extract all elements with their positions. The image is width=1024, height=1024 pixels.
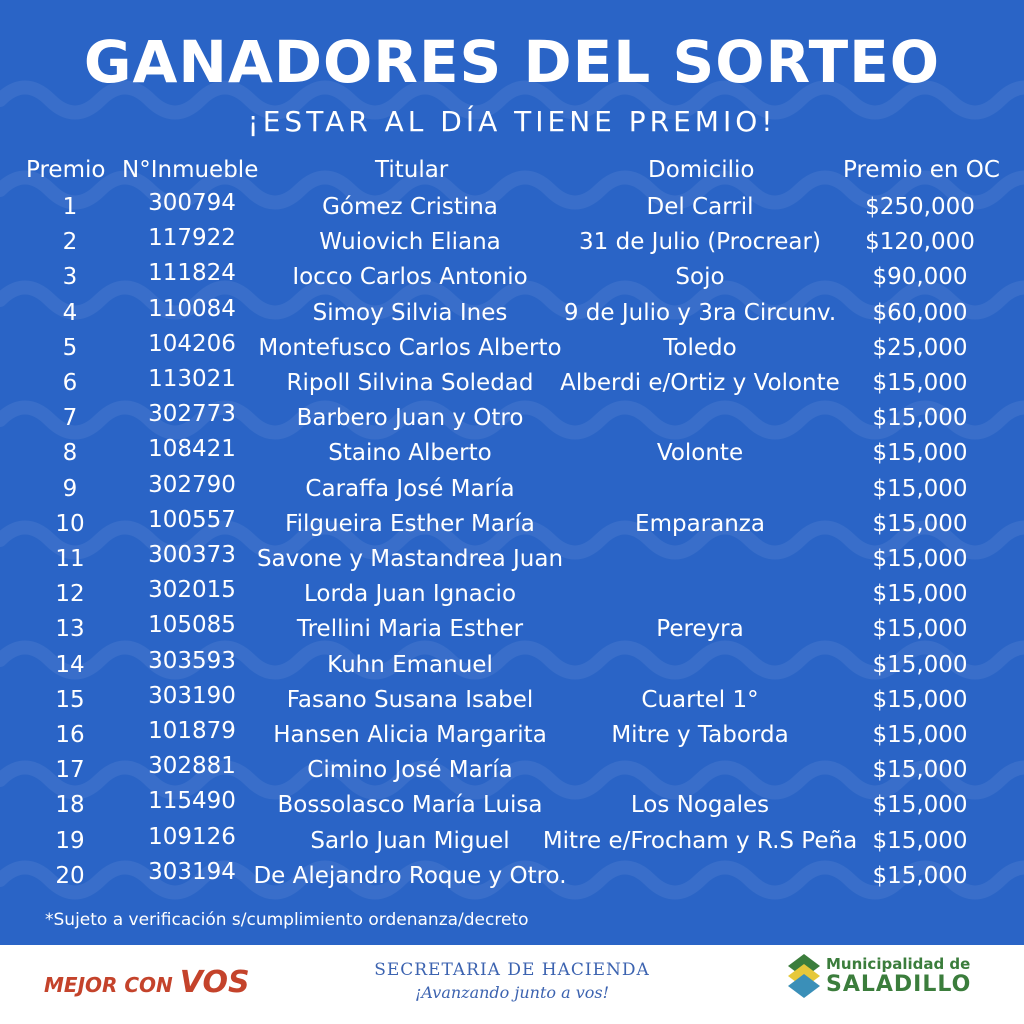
- cell-titular: Gómez Cristina: [322, 194, 498, 220]
- footer: [0, 945, 1024, 1024]
- cell-domicilio: Los Nogales: [630, 792, 770, 819]
- table-row: [0, 471, 1024, 509]
- cell-titular: Kuhn Emanuel: [327, 651, 493, 678]
- cell-titular: Lorda Juan Ignacio: [303, 581, 517, 608]
- table-row: [0, 755, 1024, 790]
- cell-titular: Savone y Mastandrea Juan: [256, 546, 564, 572]
- cell-domicilio: Del Carril: [646, 194, 754, 220]
- cell-premio: 20: [55, 862, 85, 889]
- cell-premio-oc: $15,000: [872, 722, 968, 748]
- cell-domicilio: Volonte: [656, 440, 744, 467]
- cell-domicilio: Emparanza: [635, 510, 765, 537]
- municipality-line2: SALADILLO: [826, 972, 972, 997]
- cell-premio-oc: $15,000: [872, 546, 968, 572]
- cell-inmueble: 302015: [148, 577, 236, 604]
- cell-titular: De Alejandro Roque y Otro.: [253, 862, 567, 889]
- cell-premio-oc: $15,000: [872, 686, 968, 713]
- secretaria-label: SECRETARIA DE HACIENDA: [374, 960, 650, 980]
- cell-titular: Barbero Juan y Otro: [296, 405, 524, 432]
- cell-titular: Ripoll Silvina Soledad: [286, 370, 534, 396]
- cell-inmueble: 101879: [148, 718, 236, 744]
- brand-vos: VOS: [179, 965, 250, 1000]
- cell-domicilio: 9 de Julio y 3ra Circunv.: [563, 299, 837, 326]
- cell-titular: Cimino José María: [307, 757, 513, 784]
- cell-inmueble: 117922: [148, 225, 236, 252]
- cell-premio: 5: [62, 334, 78, 361]
- cell-domicilio: Mitre y Taborda: [611, 722, 789, 748]
- table-row: [0, 330, 1024, 368]
- cell-inmueble: 303194: [148, 858, 236, 885]
- cell-inmueble: 115490: [148, 788, 236, 815]
- cell-premio-oc: $250,000: [865, 194, 975, 220]
- cell-inmueble: 110084: [148, 295, 236, 322]
- cell-premio-oc: $25,000: [872, 334, 968, 361]
- cell-inmueble: 111824: [148, 260, 236, 287]
- cell-premio-oc: $90,000: [872, 264, 968, 291]
- table-row: [0, 720, 1024, 755]
- cell-premio-oc: $15,000: [872, 581, 968, 608]
- cell-premio-oc: $60,000: [872, 299, 968, 326]
- cell-premio: 4: [62, 299, 78, 326]
- cell-titular: Montefusco Carlos Alberto: [258, 334, 562, 361]
- cell-titular: Simoy Silvia Ines: [312, 299, 508, 326]
- cell-premio-oc: $15,000: [872, 862, 968, 889]
- cell-premio: 12: [55, 581, 85, 608]
- table-row: [0, 262, 1024, 297]
- disclaimer-note: *Sujeto a verificación s/cumplimiento ordenanza/decreto: [45, 910, 529, 930]
- cell-inmueble: 302790: [148, 471, 236, 498]
- cell-domicilio: Sojo: [675, 264, 725, 291]
- column-header-premio: Premio: [26, 157, 106, 183]
- table-row: [0, 682, 1024, 720]
- cell-inmueble: 300794: [148, 190, 236, 216]
- cell-inmueble: 302881: [148, 753, 236, 780]
- cell-premio: 13: [55, 616, 85, 643]
- cell-inmueble: 302773: [148, 401, 236, 428]
- cell-premio: 10: [55, 510, 85, 537]
- column-header-inmueble: N°Inmueble: [122, 157, 259, 183]
- table-row: [0, 227, 1024, 262]
- table-row: [0, 858, 1024, 896]
- table-row: [0, 438, 1024, 473]
- cell-titular: Staino Alberto: [328, 440, 492, 467]
- cell-premio-oc: $15,000: [872, 792, 968, 819]
- cell-titular: Hansen Alicia Margarita: [273, 722, 547, 748]
- cell-inmueble: 100557: [148, 506, 236, 533]
- cell-titular: Iocco Carlos Antonio: [292, 264, 528, 291]
- cell-inmueble: 300373: [148, 542, 236, 568]
- table-row: [0, 790, 1024, 825]
- cell-inmueble: 104206: [148, 330, 236, 357]
- cell-premio: 19: [55, 827, 85, 854]
- cell-premio-oc: $15,000: [872, 616, 968, 643]
- cell-premio: 2: [62, 229, 78, 256]
- cell-premio: 14: [55, 651, 85, 678]
- cell-premio: 16: [55, 722, 85, 748]
- table-row: [0, 506, 1024, 544]
- municipality-line1: Municipalidad de: [826, 955, 971, 973]
- cell-premio-oc: $15,000: [872, 757, 968, 784]
- table-row: [0, 368, 1024, 403]
- municipality-logo-icon: [784, 950, 824, 1006]
- cell-premio: 11: [55, 546, 85, 572]
- cell-premio-oc: $15,000: [872, 510, 968, 537]
- tagline: ¡Avanzando junto a vos!: [414, 983, 610, 1002]
- column-header-domicilio: Domicilio: [648, 157, 755, 183]
- cell-premio: 9: [62, 475, 78, 502]
- cell-premio: 1: [62, 194, 78, 220]
- cell-premio: 8: [62, 440, 78, 467]
- cell-premio: 7: [62, 405, 78, 432]
- table-row: [0, 295, 1024, 333]
- table-row: [0, 403, 1024, 438]
- table-row: [0, 192, 1024, 227]
- cell-titular: Bossolasco María Luisa: [277, 792, 543, 819]
- cell-domicilio: Cuartel 1°: [641, 686, 759, 713]
- cell-titular: Trellini Maria Esther: [296, 616, 524, 643]
- cell-premio-oc: $15,000: [872, 475, 968, 502]
- cell-domicilio: Mitre e/Frocham y R.S Peña: [542, 827, 858, 854]
- cell-titular: Sarlo Juan Miguel: [310, 827, 510, 854]
- cell-premio-oc: $15,000: [872, 651, 968, 678]
- cell-titular: Filgueira Esther María: [285, 510, 535, 537]
- cell-domicilio: Toledo: [663, 334, 737, 361]
- table-row: [0, 614, 1024, 649]
- cell-inmueble: 303593: [148, 647, 236, 674]
- cell-premio: 3: [62, 264, 78, 291]
- cell-inmueble: 109126: [148, 823, 236, 850]
- column-header-titular: Titular: [375, 157, 449, 183]
- cell-premio: 18: [55, 792, 85, 819]
- cell-inmueble: 108421: [148, 436, 236, 463]
- cell-premio: 17: [55, 757, 85, 784]
- page-subtitle: ¡ESTAR AL DÍA TIENE PREMIO!: [247, 105, 777, 138]
- cell-titular: Caraffa José María: [305, 475, 515, 502]
- table-row: [0, 647, 1024, 685]
- cell-premio-oc: $15,000: [872, 370, 968, 396]
- cell-premio: 15: [55, 686, 85, 713]
- column-header-premio-oc: Premio en OC: [843, 157, 1000, 183]
- cell-inmueble: 113021: [148, 366, 236, 392]
- cell-inmueble: 303190: [148, 682, 236, 709]
- cell-premio-oc: $15,000: [872, 405, 968, 432]
- cell-premio-oc: $15,000: [872, 440, 968, 467]
- table-row: [0, 579, 1024, 614]
- cell-inmueble: 105085: [148, 612, 236, 639]
- cell-premio: 6: [62, 370, 78, 396]
- cell-domicilio: Alberdi e/Ortiz y Volonte: [560, 370, 840, 396]
- cell-titular: Wuiovich Eliana: [319, 229, 501, 256]
- page-title: GANADORES DEL SORTEO: [83, 28, 941, 96]
- table-row: [0, 544, 1024, 579]
- table-row: [0, 823, 1024, 861]
- cell-titular: Fasano Susana Isabel: [286, 686, 534, 713]
- cell-premio-oc: $120,000: [865, 229, 975, 256]
- cell-domicilio: Pereyra: [656, 616, 744, 643]
- cell-premio-oc: $15,000: [872, 827, 968, 854]
- brand-prefix: MEJOR CON: [44, 973, 173, 997]
- cell-domicilio: 31 de Julio (Procrear): [579, 229, 821, 256]
